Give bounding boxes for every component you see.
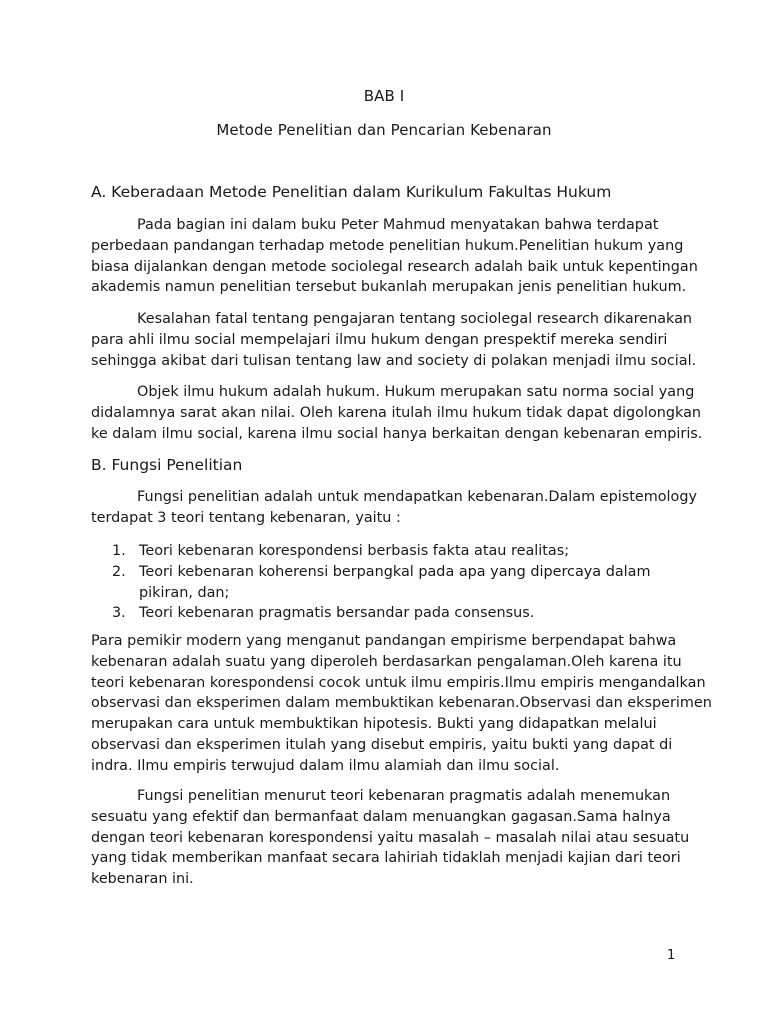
paragraph-line: akademis namun penelitian tersebut bukanlah merupakan jenis penelitian hukum. (91, 279, 687, 296)
paragraph-line: Para pemikir modern yang menganut pandangan empirisme berpendapat bahwa (91, 633, 677, 649)
paragraph-line: perbedaan pandangan terhadap metode penelitian hukum.Penelitian hukum yang (91, 237, 684, 254)
paragraph-line: Kesalahan fatal tentang pengajaran tentang sociolegal research dikarenakan (137, 311, 693, 327)
chapter-label: BAB I (363, 87, 405, 105)
paragraph-line: merupakan cara untuk membuktikan hipotesis. Bukti yang didapatkan melalui (91, 716, 657, 733)
list-number: 1. (112, 543, 126, 559)
paragraph-line: observasi dan eksperimen dalam membuktikan kebenaran.Observasi dan eksperimen (91, 695, 712, 712)
list-text: pikiran, dan; (139, 584, 230, 601)
list-number: 2. (112, 563, 126, 580)
paragraph-line: biasa dijalankan dengan metode sociolegal research adalah baik untuk kepentingan (91, 258, 698, 275)
paragraph-line: terdapat 3 teori tentang kebenaran, yaitu : (91, 509, 401, 526)
paragraph-line: teori kebenaran korespondensi cocok untuk ilmu empiris.Ilmu empiris mengandalkan (91, 674, 706, 691)
paragraph-3 (91, 382, 703, 444)
paragraph-line: yang tidak memberikan manfaat secara lahiriah tidaklah menjadi kajian dari teori (91, 850, 681, 867)
section-a-heading: A. Keberadaan Metode Penelitian dalam Kurikulum Fakultas Hukum (91, 183, 612, 201)
list-number: 3. (112, 605, 126, 622)
paragraph-5 (91, 631, 712, 777)
paragraph-line: observasi dan eksperimen itulah yang disebut empiris, yaitu bukti yang dapat di (91, 736, 673, 753)
paragraph-line: didalamnya sarat akan nilai. Oleh karena itulah ilmu hukum tidak dapat digolongkan (91, 404, 702, 421)
paragraph-6 (91, 786, 691, 890)
paragraph-line: Fungsi penelitian adalah untuk mendapatkan kebenaran.Dalam epistemology (137, 489, 697, 505)
theory-list (112, 541, 651, 624)
paragraph-line: ke dalam ilmu social, karena ilmu social hanya berkaitan dengan kebenaran empiris. (91, 425, 703, 442)
paragraph-line: sesuatu yang efektif dan bermanfaat dalam menuangkan gagasan.Sama halnya (91, 808, 671, 825)
list-item (112, 562, 651, 604)
paragraph-line: Pada bagian ini dalam buku Peter Mahmud menyatakan bahwa terdapat (137, 217, 659, 233)
list-text: Teori kebenaran pragmatis bersandar pada consensus. (139, 605, 535, 622)
list-item (112, 603, 651, 624)
paragraph-line: dengan teori kebenaran korespondensi yaitu masalah – masalah nilai atau sesuatu (91, 829, 690, 846)
page-number: 1 (667, 948, 676, 963)
paragraph-4 (91, 487, 697, 529)
list-text: Teori kebenaran korespondensi berbasis fakta atau realitas; (139, 543, 570, 559)
paragraph-1 (91, 215, 698, 298)
paragraph-line: para ahli ilmu social mempelajari ilmu hukum dengan prespektif mereka sendiri (91, 331, 668, 348)
list-item (112, 541, 651, 562)
chapter-title: Metode Penelitian dan Pencarian Kebenaran (216, 121, 552, 139)
paragraph-line: sehingga akibat dari tulisan tentang law and society di polakan menjadi ilmu social. (91, 352, 697, 369)
paragraph-line: Objek ilmu hukum adalah hukum. Hukum merupakan satu norma social yang (137, 384, 695, 400)
paragraph-line: kebenaran ini. (91, 871, 194, 888)
section-b-heading: B. Fungsi Penelitian (91, 456, 243, 474)
paragraph-2 (91, 309, 697, 371)
list-text: Teori kebenaran koherensi berpangkal pada apa yang dipercaya dalam (139, 563, 651, 580)
paragraph-line: kebenaran adalah suatu yang diperoleh berdasarkan pengalaman.Oleh karena itu (91, 653, 682, 670)
paragraph-line: indra. Ilmu empiris terwujud dalam ilmu alamiah dan ilmu social. (91, 757, 560, 774)
paragraph-line: Fungsi penelitian menurut teori kebenaran pragmatis adalah menemukan (137, 788, 671, 804)
